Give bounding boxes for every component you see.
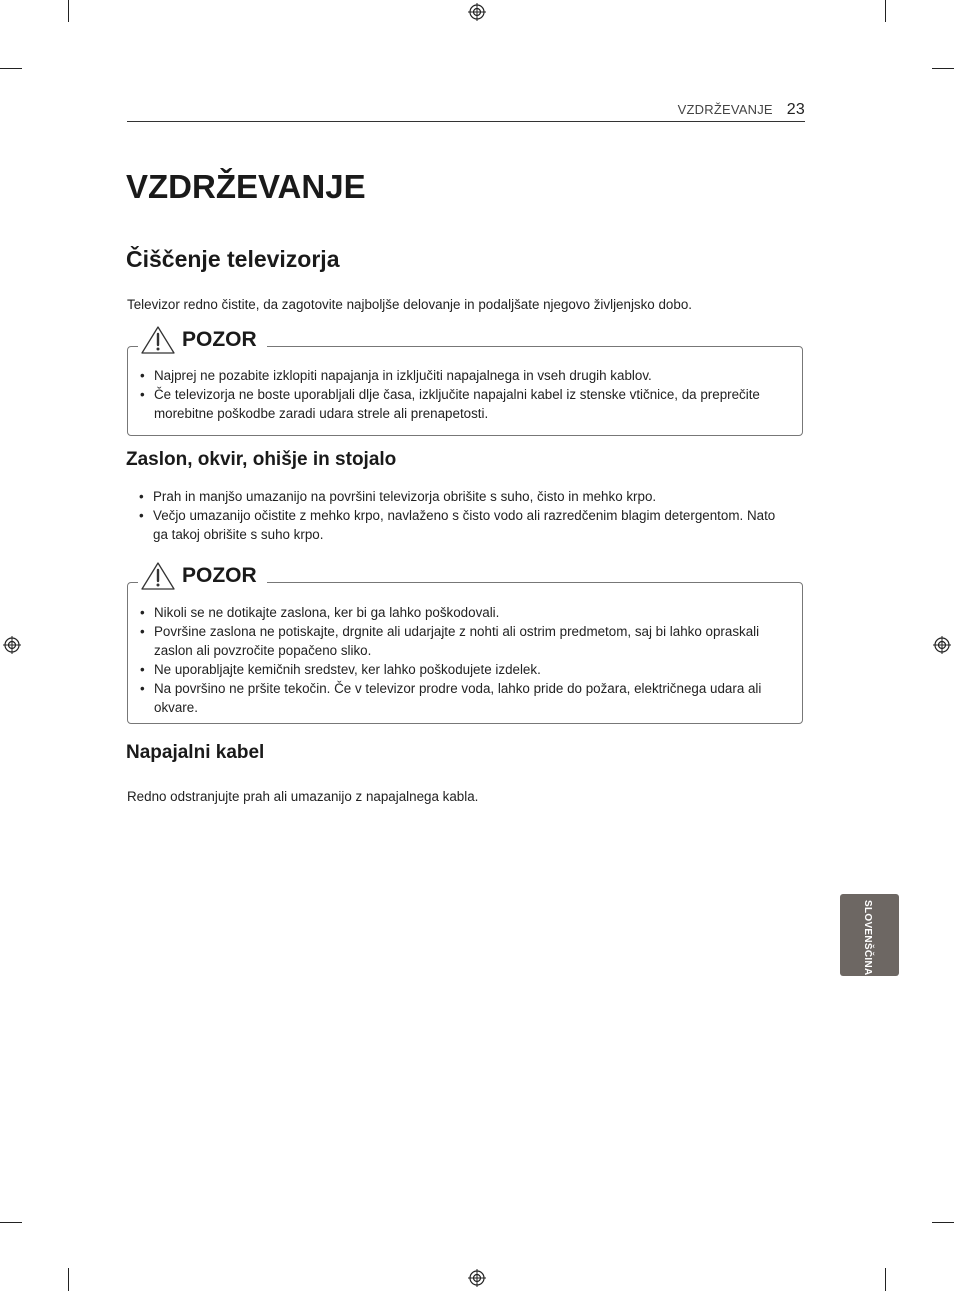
caution-label: POZOR <box>182 564 257 587</box>
registration-mark-icon <box>3 636 21 654</box>
list-item: • Nikoli se ne dotikajte zaslona, ker bi ga lahko poškodovali. <box>128 603 788 622</box>
section-heading-screen: Zaslon, okvir, ohišje in stojalo <box>126 449 397 470</box>
page-number: 23 <box>786 101 805 118</box>
caution-header <box>138 325 267 355</box>
header-rule <box>127 121 805 122</box>
crop-mark <box>68 0 69 22</box>
list-item: • Prah in manjšo umazanijo na površini televizorja obrišite s suho, čisto in mehko krpo. <box>127 487 792 506</box>
crop-mark <box>932 1222 954 1223</box>
crop-mark <box>0 1222 22 1223</box>
registration-mark-icon <box>933 636 951 654</box>
crop-mark <box>885 0 886 22</box>
crop-mark <box>0 68 22 69</box>
caution-box <box>127 328 803 436</box>
cleaning-intro: Televizor redno čistite, da zagotovite najboljše delovanje in podaljšate njegovo življenjsko dobo. <box>127 297 692 312</box>
crop-mark <box>68 1268 69 1291</box>
caution-list <box>128 603 788 717</box>
running-header-section: VZDRŽEVANJE <box>677 102 773 117</box>
section-heading-cleaning: Čiščenje televizorja <box>126 246 340 272</box>
crop-mark <box>885 1268 886 1291</box>
list-item: • Najprej ne pozabite izklopiti napajanja in izključiti napajalnega in vseh drugih kablov. <box>128 366 788 385</box>
section-heading-cable: Napajalni kabel <box>126 742 265 763</box>
screen-care-list <box>127 487 792 544</box>
caution-label: POZOR <box>182 328 257 351</box>
warning-triangle-icon <box>140 325 176 355</box>
caution-box <box>127 564 803 724</box>
list-item: • Večjo umazanijo očistite z mehko krpo, navlaženo s čisto vodo ali razredčenim blagim detergentom. Nato ga takoj obrišite s suho krpo. <box>127 506 792 544</box>
cable-text: Redno odstranjujte prah ali umazanijo z napajalnega kabla. <box>127 789 479 804</box>
caution-header <box>138 561 267 591</box>
registration-mark-icon <box>468 1269 486 1287</box>
caution-list <box>128 366 788 423</box>
list-item: • Ne uporabljajte kemičnih sredstev, ker lahko poškodujete izdelek. <box>128 660 788 679</box>
running-header <box>678 101 805 119</box>
warning-triangle-icon <box>140 561 176 591</box>
list-item: • Na površino ne pršite tekočin. Če v televizor prodre voda, lahko pride do požara, električnega udara ali okvare. <box>128 679 788 717</box>
language-tab-label: SLOVENŠČINA <box>862 900 873 976</box>
list-item: • Površine zaslona ne potiskajte, drgnite ali udarjajte z nohti ali ostrim predmetom, saj bi lahko opraskali zaslon ali povzročite popačeno sliko. <box>128 622 788 660</box>
registration-mark-icon <box>468 3 486 21</box>
list-item: • Če televizorja ne boste uporabljali dlje časa, izključite napajalni kabel iz stenske vtičnice, da preprečite morebitne poškodbe zaradi udara strele ali prenapetosti. <box>128 385 788 423</box>
page-title: VZDRŽEVANJE <box>126 168 366 205</box>
language-tab <box>840 894 899 976</box>
crop-mark <box>932 68 954 69</box>
